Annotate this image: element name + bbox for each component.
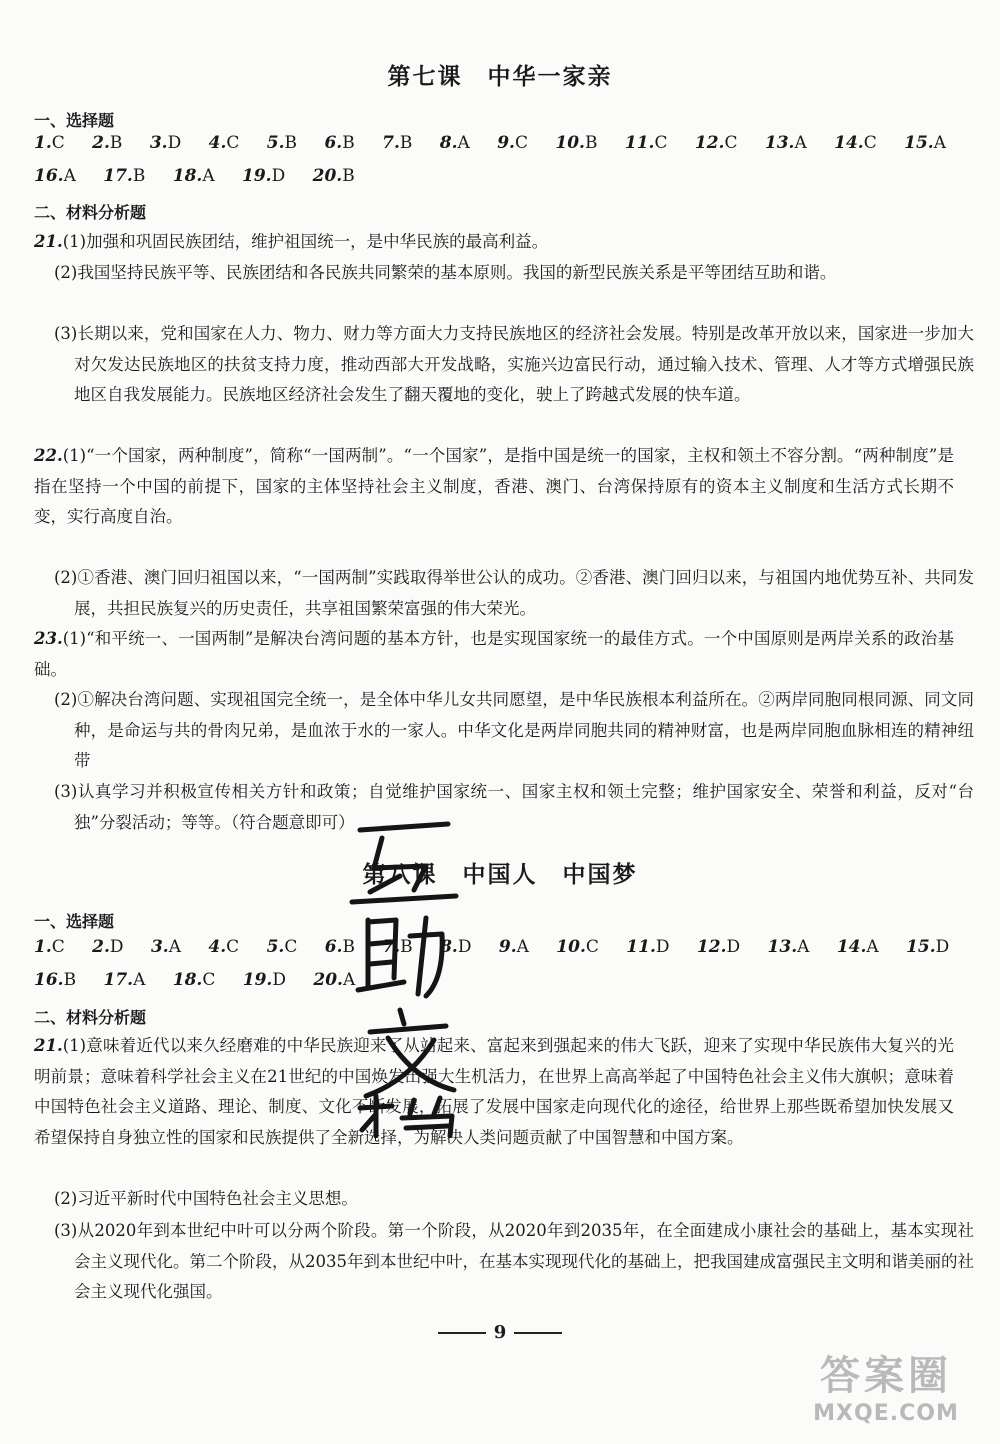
answer-item: 18.A — [172, 166, 215, 186]
answer-item: 3.A — [150, 937, 181, 957]
answer-item: 4.C — [208, 937, 240, 957]
watermark — [786, 1344, 986, 1434]
lesson8-material-heading: 二、材料分析题 — [34, 1008, 147, 1027]
answer-item: 5.C — [266, 937, 298, 957]
lesson7-q22-part1: 22.(1)“一个国家，两种制度”，简称“一国两制”。“一个国家”，是指中国是统一的国家，主权和领土不容分割。“两种制度”是指在坚持一个中国的前提下，国家的主体坚持社会主义制度，香港、澳门、台湾保持原有的资本主义制度和生活方式长期不变，实行高度自治。 — [34, 446, 954, 526]
lesson7-material-heading: 二、材料分析题 — [34, 203, 147, 222]
lesson7-q22-part2: (2)①香港、澳门回归祖国以来，“一国两制”实践取得举世公认的成功。②香港、澳门回归以来，与祖国内地优势互补、共同发展，共担民族复兴的历史责任，共享祖国繁荣富强的伟大荣光。 — [54, 568, 974, 618]
answer-item: 5.B — [266, 133, 298, 153]
lesson8-q21-part2: (2)习近平新时代中国特色社会主义思想。 — [54, 1189, 358, 1208]
answer-item: 20.B — [312, 166, 355, 186]
answer-item: 8.D — [440, 937, 472, 957]
answer-item: 2.D — [92, 937, 124, 957]
lesson8-answers-row1 — [34, 937, 971, 957]
answer-item: 11.D — [626, 937, 670, 957]
lesson7-answers-row1 — [34, 133, 968, 153]
answer-item: 3.D — [149, 133, 182, 153]
answer-item: 9.C — [497, 133, 528, 153]
lesson8-q21-part3: (3)从2020年到本世纪中叶可以分两个阶段。第一个阶段，从2020年到2035年，在全面建成小康社会的基础上，基本实现社会主义现代化。第二个阶段，从2035年到本世纪中叶，在基本实现现代化的基础上，把我国建成富强民主文明和谐美丽的社会主义现代化强国。 — [54, 1221, 974, 1301]
lesson7-q23-part3: (3)认真学习并积极宣传相关方针和政策；自觉维护国家统一、国家主权和领土完整；维护国家安全、荣誉和利益，反对“台独”分裂活动；等等。（符合题意即可） — [54, 782, 974, 832]
watermark-text: 答案圈 — [820, 1353, 952, 1399]
ornament-left — [438, 1332, 486, 1334]
answer-item: 8.A — [439, 133, 470, 153]
answer-item: 17.B — [103, 166, 146, 186]
page-number: 9 — [0, 1322, 1000, 1343]
answer-item: 6.B — [324, 937, 355, 957]
answer-item: 12.D — [696, 937, 741, 957]
answer-item: 18.C — [172, 970, 216, 990]
answer-item: 14.A — [836, 937, 879, 957]
handwriting-overlay — [330, 818, 480, 1142]
lesson7-q23-part2: (2)①解决台湾问题、实现祖国完全统一，是全体中华儿女共同愿望，是中华民族根本利益所在。②两岸同胞同根同源、同文同种，是命运与共的骨肉兄弟，是血浓于水的一家人。中华文化是两岸同胞共同的精神财富，也是两岸同胞血脉相连的精神纽带 — [54, 690, 974, 770]
answer-item: 17.A — [103, 970, 146, 990]
lesson7-q23-part1: 23.(1)“和平统一、一国两制”是解决台湾问题的基本方针，也是实现国家统一的最佳方式。一个中国原则是两岸关系的政治基础。 — [34, 629, 954, 679]
answer-item: 2.B — [92, 133, 123, 153]
watermark-url: MXQE.COM — [813, 1401, 959, 1426]
answer-item: 19.D — [242, 166, 286, 186]
answer-item: 12.C — [694, 133, 738, 153]
answer-item: 6.B — [324, 133, 355, 153]
answer-item: 14.C — [834, 133, 877, 153]
answer-item: 19.D — [242, 970, 286, 990]
answer-item: 9.A — [498, 937, 529, 957]
answer-item: 15.A — [904, 133, 946, 153]
answer-item: 1.C — [34, 133, 65, 153]
lesson7-answers-row2 — [34, 166, 377, 186]
answer-item: 7.B — [382, 937, 413, 957]
answer-item: 7.B — [382, 133, 413, 153]
answer-item: 10.C — [556, 937, 599, 957]
ornament-right — [514, 1332, 562, 1334]
answer-item: 4.C — [208, 133, 240, 153]
answer-item: 16.A — [34, 166, 76, 186]
lesson7-q21-part3: (3)长期以来，党和国家在人力、物力、财力等方面大力支持民族地区的经济社会发展。特别是改革开放以来，国家进一步加大对欠发达民族地区的扶贫支持力度，推动西部大开发战略，实施兴边富民行动，通过输入技术、管理、人才等方式增强民族地区自我发展能力。民族地区经济社会发生了翻天覆地的变化，驶上了跨越式发展的快车道。 — [54, 324, 974, 404]
lesson7-choice-heading: 一、选择题 — [34, 111, 115, 130]
answer-item: 16.B — [34, 970, 77, 990]
lesson8-answers-row2 — [34, 970, 377, 990]
lesson7-title: 第七课 中华一家亲 — [387, 64, 613, 90]
lesson7-q21-part2: (2)我国坚持民族平等、民族团结和各民族共同繁荣的基本原则。我国的新型民族关系是平等团结互助和谐。 — [54, 263, 837, 282]
answer-item: 20.A — [313, 970, 356, 990]
lesson8-q21-part1: 21.(1)意味着近代以来久经磨难的中华民族迎来了从站起来、富起来到强起来的伟大飞跃，迎来了实现中华民族伟大复兴的光明前景；意味着科学社会主义在21世纪的中国焕发出强大生机活力，在世界上高高举起了中国特色社会主义伟大旗帜；意味着中国特色社会主义道路、理论、制度、文化不断发展，拓展了发展中国家走向现代化的途径，给世界上那些既希望加快发展又希望保持自身独立性的国家和民族提供了全新选择，为解决人类问题贡献了中国智慧和中国方案。 — [34, 1036, 954, 1147]
handwriting-strokes — [330, 818, 480, 1138]
answer-item: 15.D — [906, 937, 950, 957]
answer-item: 10.B — [555, 133, 598, 153]
lesson7-q21-part1: 21.(1)加强和巩固民族团结，维护祖国统一，是中华民族的最高利益。 — [34, 232, 549, 251]
answer-item: 13.A — [764, 133, 807, 153]
lesson8-choice-heading: 一、选择题 — [34, 912, 115, 931]
answer-item: 1.C — [34, 937, 65, 957]
lesson8-title: 第八课 中国人 中国梦 — [362, 862, 638, 888]
answer-item: 11.C — [624, 133, 668, 153]
answer-item: 13.A — [767, 937, 810, 957]
